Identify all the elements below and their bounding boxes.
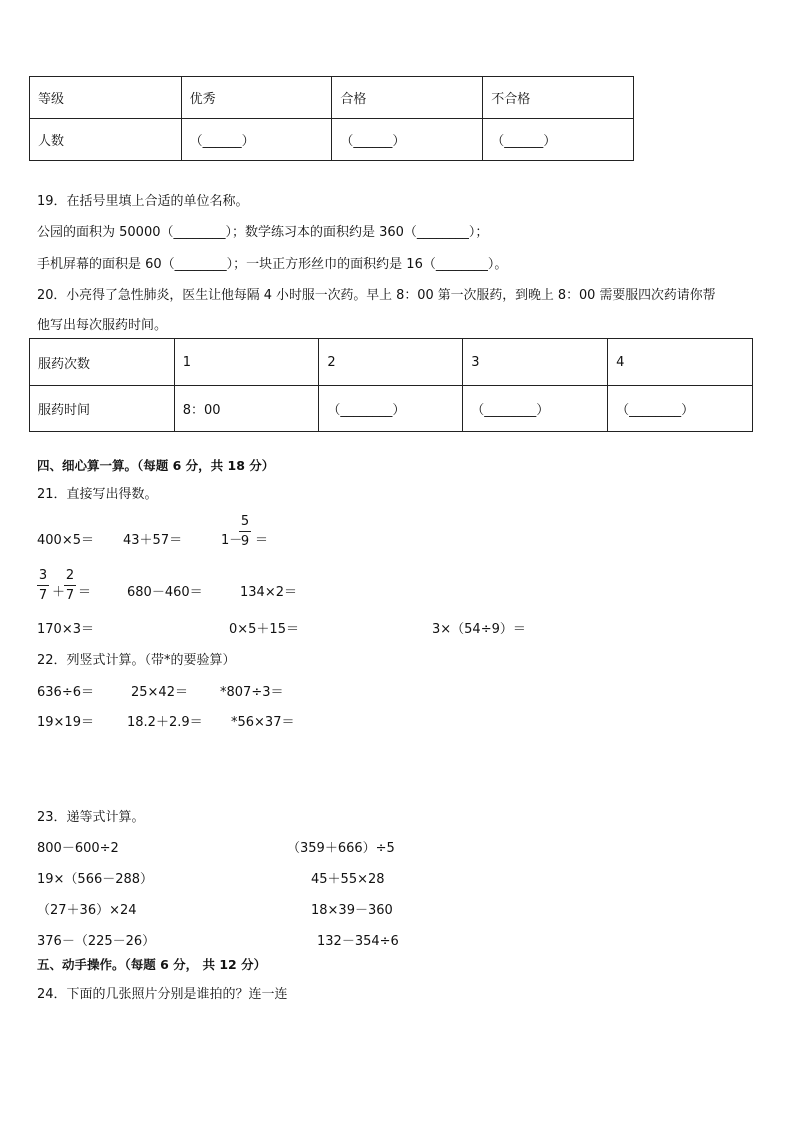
q19-line2: 手机屏幕的面积是 60（________）；一块正方形丝巾的面积约是 16（________）。 xyxy=(37,257,508,272)
grade-blank-pass[interactable]: （______） xyxy=(332,119,483,161)
grade-header-excellent: 优秀 xyxy=(181,77,332,119)
q21-title: 21．直接写出得数。 xyxy=(37,487,158,502)
q23-left-1: 800－600÷2 xyxy=(37,841,119,856)
q21-r1-b: 43＋57＝ xyxy=(123,533,183,548)
medicine-time-blank-4[interactable]: （________） xyxy=(608,386,753,432)
q20-line1: 20．小亮得了急性肺炎，医生让他每隔 4 小时服一次药。早上 8：00 第一次服药，到晚上 8：00 需要服四次药请你帮 xyxy=(37,288,716,303)
q23-right-4: 132－354÷6 xyxy=(317,934,399,949)
q22-r2-b: 18.2＋2.9＝ xyxy=(127,715,203,730)
q21-r2-f2-num: 2 xyxy=(65,568,75,583)
q21-r2-f1-den: 7 xyxy=(38,588,48,603)
medicine-count-1: 1 xyxy=(174,339,319,386)
q21-r2-fraction2 xyxy=(64,568,76,603)
medicine-count-2: 2 xyxy=(319,339,463,386)
q23-left-3: （27＋36）×24 xyxy=(37,903,137,918)
grade-row-label: 人数 xyxy=(30,119,182,161)
grade-blank-excellent[interactable]: （______） xyxy=(181,119,332,161)
q22-r1-b: 25×42＝ xyxy=(131,685,188,700)
grade-header-level: 等级 xyxy=(30,77,182,119)
q23-right-3: 18×39－360 xyxy=(311,903,393,918)
q23-left-4: 376－（225－26） xyxy=(37,934,156,949)
q19-title: 19．在括号里填上合适的单位名称。 xyxy=(37,194,249,209)
medicine-count-3: 3 xyxy=(463,339,608,386)
q19-line1: 公园的面积为 50000（________）；数学练习本的面积约是 360（________）； xyxy=(37,225,489,240)
q21-r1-fraction xyxy=(239,514,251,549)
q23-title: 23．递等式计算。 xyxy=(37,810,145,825)
q21-r2-b: 680－460＝ xyxy=(127,585,203,600)
q23-right-1: （359＋666）÷5 xyxy=(287,841,395,856)
grade-blank-fail[interactable]: （______） xyxy=(483,119,634,161)
q21-r3-b: 0×5＋15＝ xyxy=(229,622,299,637)
q21-r2-f1-num: 3 xyxy=(38,568,48,583)
q21-r2-eq: ＝ xyxy=(78,585,92,600)
q20-line2: 他写出每次服药时间。 xyxy=(37,318,168,333)
medicine-count-4: 4 xyxy=(608,339,753,386)
medicine-table xyxy=(29,338,753,432)
medicine-time-blank-2[interactable]: （________） xyxy=(319,386,463,432)
fraction-bar xyxy=(64,585,76,586)
q21-r2-f2-den: 7 xyxy=(65,588,75,603)
q22-r1-c: *807÷3＝ xyxy=(220,685,284,700)
q22-r1-a: 636÷6＝ xyxy=(37,685,94,700)
q22-title: 22．列竖式计算。（带*的要验算） xyxy=(37,653,236,668)
fraction-bar xyxy=(239,531,251,532)
q24-title: 24．下面的几张照片分别是谁拍的？连一连 xyxy=(37,987,288,1002)
q21-r2-fraction1 xyxy=(37,568,49,603)
q23-left-2: 19×（566－288） xyxy=(37,872,154,887)
q22-r2-c: *56×37＝ xyxy=(231,715,295,730)
grade-table xyxy=(29,76,634,161)
medicine-time-blank-3[interactable]: （________） xyxy=(463,386,608,432)
q21-r1-frac-num: 5 xyxy=(240,514,250,529)
q23-right-2: 45＋55×28 xyxy=(311,872,385,887)
q21-r2-plus: ＋ xyxy=(52,585,66,600)
section4-heading: 四、细心算一算。（每题 6 分，共 18 分） xyxy=(37,458,275,473)
medicine-time-1: 8：00 xyxy=(174,386,319,432)
q21-r3-a: 170×3＝ xyxy=(37,622,94,637)
q21-r1-a: 400×5＝ xyxy=(37,533,94,548)
fraction-bar xyxy=(37,585,49,586)
q21-r3-c: 3×（54÷9）＝ xyxy=(432,622,526,637)
q22-r2-a: 19×19＝ xyxy=(37,715,94,730)
q21-r1-c-suffix: ＝ xyxy=(255,533,269,548)
medicine-count-label: 服药次数 xyxy=(30,339,175,386)
section5-heading: 五、动手操作。（每题 6 分， 共 12 分） xyxy=(37,957,267,972)
q21-r1-c-prefix: 1－ xyxy=(221,533,243,548)
medicine-time-label: 服药时间 xyxy=(30,386,175,432)
q21-r2-c: 134×2＝ xyxy=(240,585,297,600)
grade-header-pass: 合格 xyxy=(332,77,483,119)
grade-header-fail: 不合格 xyxy=(483,77,634,119)
q21-r1-frac-den: 9 xyxy=(240,534,250,549)
